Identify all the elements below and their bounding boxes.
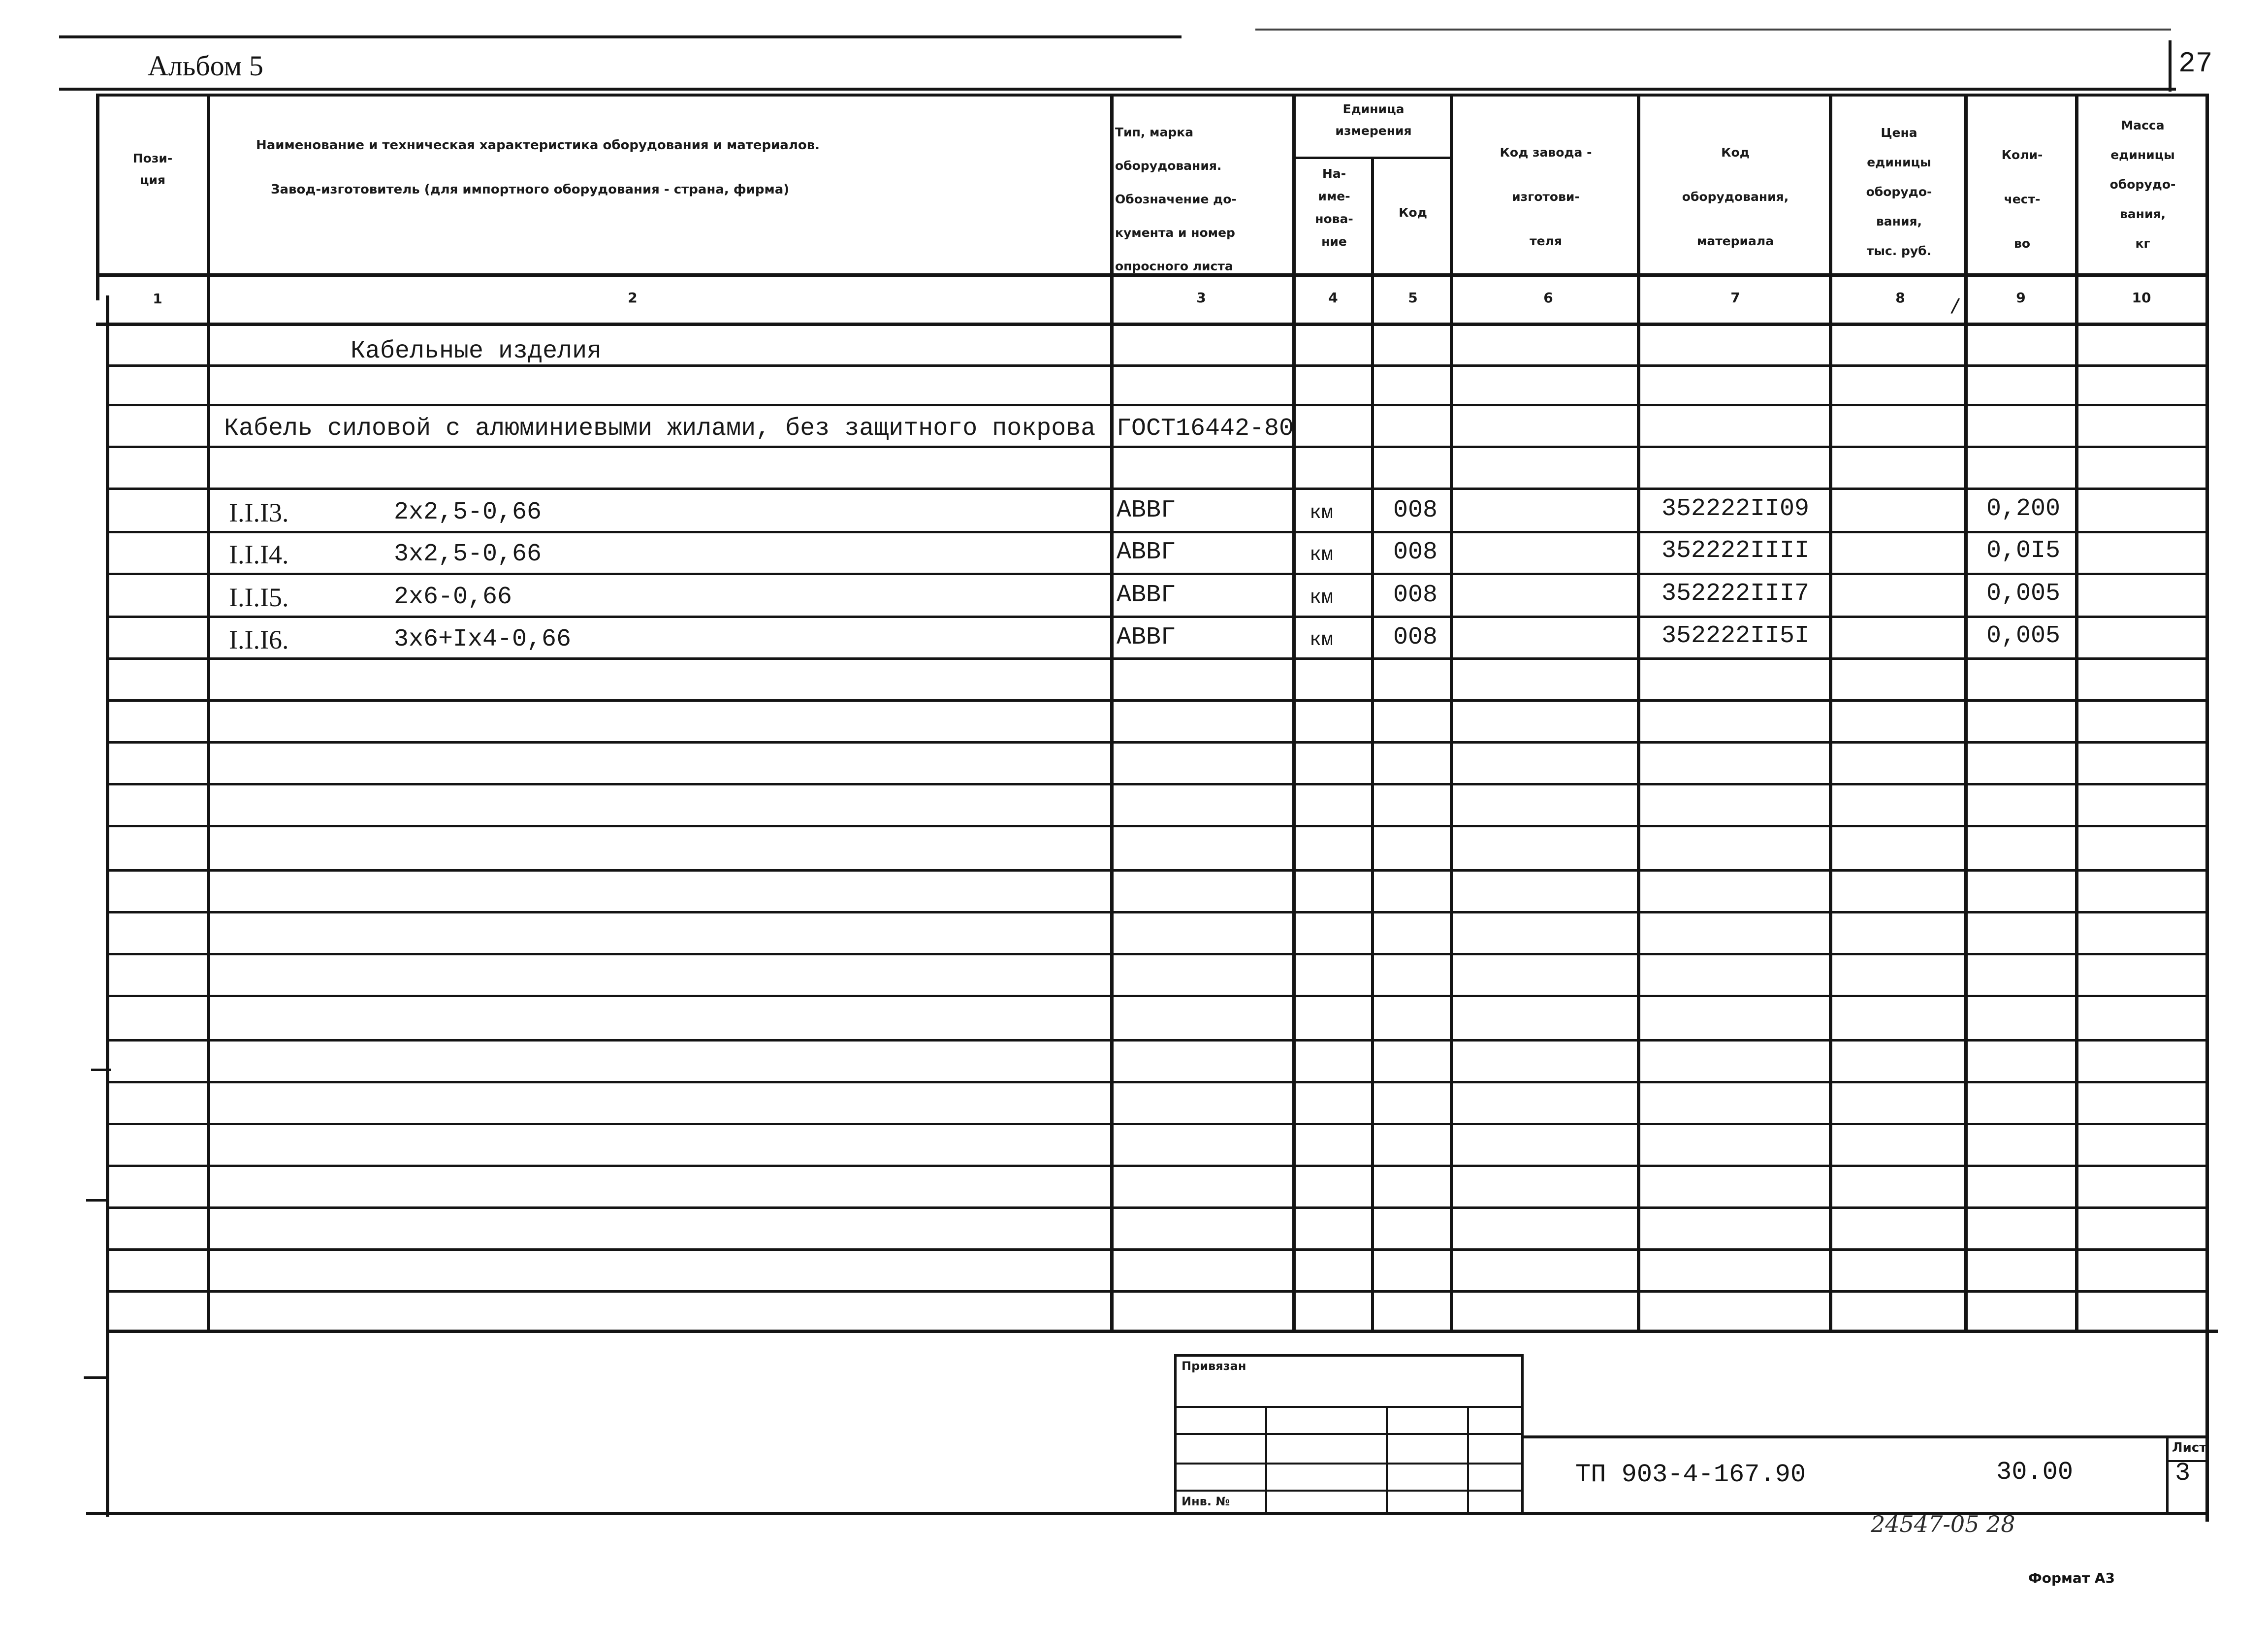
row-type: АВВГ — [1117, 496, 1176, 524]
margin-tick — [84, 1376, 108, 1379]
header-type: Тип, марка оборудования. Обозначение до- кумента и номер опросного листа — [1115, 125, 1237, 273]
sheet-label: Лист — [2172, 1440, 2207, 1455]
row-type: АВВГ — [1117, 623, 1176, 651]
sheet-box-left — [2169, 40, 2172, 92]
row-type: АВВГ — [1117, 538, 1176, 566]
row-name: 2х2,5-0,66 — [394, 498, 542, 526]
row-equipment-code: 352222II09 — [1661, 495, 1810, 523]
header-quantity: Коли- чест- во — [2001, 148, 2043, 251]
row-quantity: 0,0I5 — [1986, 537, 2061, 565]
column-number-3: 3 — [1196, 290, 1206, 306]
row-equipment-code: 352222IIII — [1661, 537, 1810, 565]
margin-tick — [86, 1199, 108, 1202]
album-label: Альбом 5 — [148, 50, 263, 82]
row-unit: км — [1310, 544, 1334, 566]
column-number-10: 10 — [2132, 290, 2151, 306]
header-equipment-code: Код оборудования, материала — [1682, 145, 1789, 248]
row-quantity: 0,005 — [1986, 580, 2061, 608]
row-quantity: 0,005 — [1986, 622, 2061, 650]
row-name: 3х2,5-0,66 — [394, 540, 542, 568]
column-number-9: 9 — [2016, 290, 2026, 306]
header-mass: Масса единицы оборудо- вания, кг — [2109, 118, 2176, 251]
bound-label: Привязан — [1182, 1359, 1246, 1373]
column-number-8: 8 — [1895, 290, 1905, 306]
header-rule — [59, 88, 2176, 91]
row-unit-code: 008 — [1393, 581, 1438, 609]
stamp-top-rule — [1521, 1435, 2208, 1438]
document-code: ТП 903-4-167.90 — [1575, 1460, 1806, 1489]
row-unit-code: 008 — [1393, 623, 1438, 651]
document-part: 30.00 — [1996, 1458, 2074, 1487]
column-number-4: 4 — [1328, 290, 1338, 306]
group-document: ГОСТ16442-80 — [1117, 415, 1294, 443]
header-unit-group: Единица измерения — [1335, 102, 1412, 138]
row-position: I.I.I5. — [229, 583, 289, 612]
row-equipment-code: 352222II5I — [1661, 622, 1810, 650]
column-number-2: 2 — [628, 290, 638, 306]
handwritten-number: 24547-05 28 — [1871, 1511, 2015, 1537]
row-type: АВВГ — [1117, 581, 1176, 609]
row-unit: км — [1310, 629, 1334, 651]
column-number-5: 5 — [1408, 290, 1418, 306]
row-quantity: 0,200 — [1986, 495, 2061, 523]
column-number-6: 6 — [1543, 290, 1553, 306]
margin-tick — [91, 1069, 111, 1071]
header-name-line2: Завод-изготовитель (для импортного оборудования - страна, фирма) — [271, 182, 790, 197]
row-equipment-code: 352222III7 — [1661, 580, 1810, 608]
header-position: Пози- ция — [132, 151, 173, 187]
row-unit: км — [1310, 587, 1334, 609]
row-unit: км — [1310, 502, 1334, 524]
row-position: I.I.I3. — [229, 498, 289, 527]
column-number-1: 1 — [153, 291, 162, 307]
header-maker-code: Код завода - изготови- теля — [1500, 145, 1592, 248]
section-title: Кабельные изделия — [351, 337, 602, 365]
group-title: Кабель силовой с алюминиевыми жилами, без защитного покрова — [224, 415, 1096, 443]
inventory-label: Инв. № — [1182, 1495, 1230, 1508]
format-label: Формат А3 — [2028, 1570, 2115, 1586]
sheet-number: 27 — [2178, 48, 2213, 80]
sheet-value: 3 — [2175, 1459, 2191, 1488]
row-name: 2х6-0,66 — [394, 583, 512, 611]
top-rule-right — [1255, 29, 2171, 31]
header-name-line1: Наименование и техническая характеристика оборудования и материалов. — [256, 138, 820, 153]
row-position: I.I.I6. — [229, 625, 289, 654]
column-number-7: 7 — [1730, 290, 1740, 306]
top-rule — [59, 35, 1182, 38]
header-unit-name: На- име- нова- ние — [1315, 166, 1353, 249]
header-unit-code: Код — [1399, 205, 1427, 220]
row-unit-code: 008 — [1393, 496, 1438, 524]
row-unit-code: 008 — [1393, 538, 1438, 566]
row-name: 3х6+Iх4-0,66 — [394, 625, 572, 653]
header-price: Цена единицы оборудо- вания, тыс. руб. — [1866, 126, 1932, 258]
row-position: I.I.I4. — [229, 540, 289, 569]
slash-mark: / — [1950, 294, 1961, 318]
